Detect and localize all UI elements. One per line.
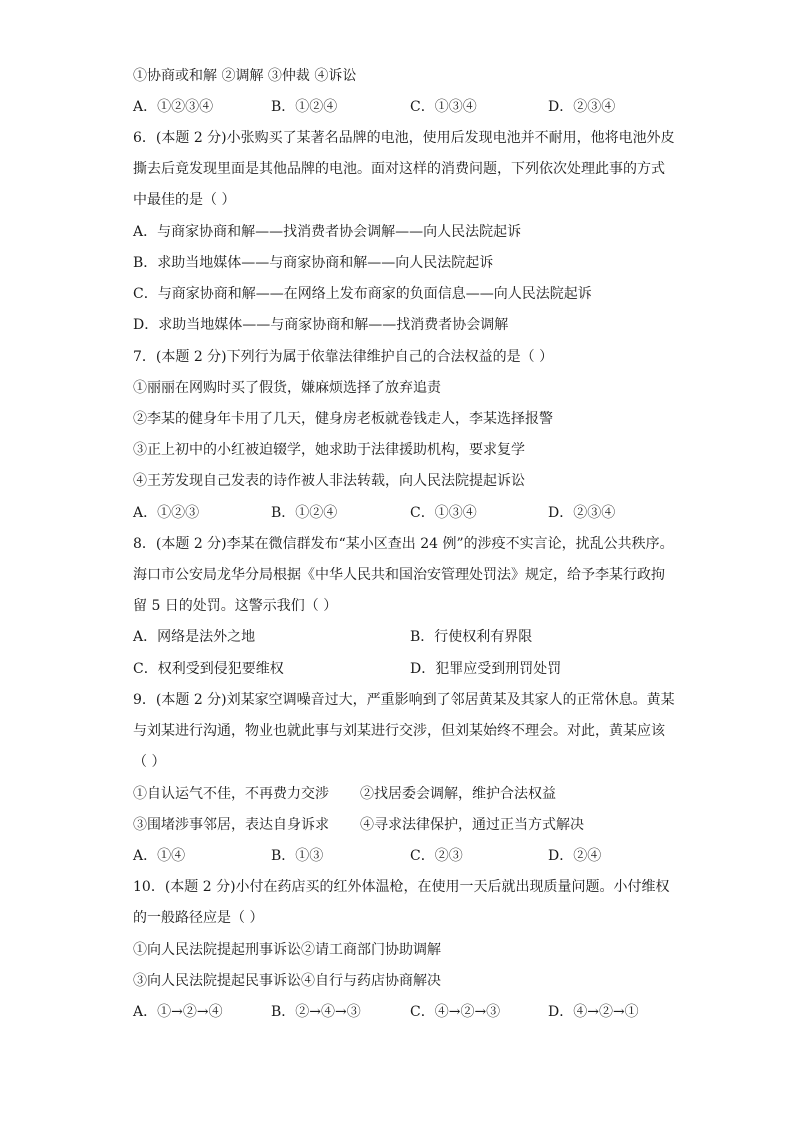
q9-options [133, 846, 693, 866]
q6-stem-line1: 6．(本题 2 分)小张购买了某著名品牌的电池，使用后发现电池并不耐用，他将电池外皮 [133, 130, 675, 146]
q7-statement-2: ②李某的健身年卡用了几天，健身房老板就卷钱走人，李某选择报警 [133, 411, 553, 427]
q8-options-row1 [133, 627, 693, 647]
q8-stem-line3: 留 5 日的处罚。这警示我们（ ） [133, 598, 338, 614]
q7-option-b[interactable]: B．①②④ [271, 505, 338, 521]
q6-stem-line2: 撕去后竟发现里面是其他品牌的电池。面对这样的消费问题，下列依次处理此事的方式 [133, 161, 665, 177]
q7-statement-3: ③正上初中的小红被迫辍学，她求助于法律援助机构，要求复学 [133, 442, 525, 458]
q8-option-d[interactable]: D．犯罪应受到刑罚处罚 [410, 661, 562, 677]
q9-stem-line3: （ ） [133, 754, 166, 770]
q10-option-a[interactable]: A．①→②→④ [133, 1004, 223, 1020]
q5-option-a[interactable]: A．①②③④ [133, 99, 214, 115]
q8-stem-line1: 8．(本题 2 分)李某在微信群发布“某小区查出 24 例”的涉疫不实言论，扰乱公共秩序。 [133, 536, 674, 552]
q10-statement-row2: ③向人民法院提起民事诉讼④自行与药店协商解决 [133, 973, 441, 989]
q7-options [133, 503, 693, 523]
q7-option-c[interactable]: C．①③④ [410, 505, 477, 521]
q9-option-b[interactable]: B．①③ [271, 848, 324, 864]
q8-option-b[interactable]: B．行使权利有界限 [410, 629, 533, 645]
q5-option-d[interactable]: D．②③④ [548, 99, 616, 115]
q10-option-b[interactable]: B．②→④→③ [271, 1004, 361, 1020]
q9-statement-4: ④寻求法律保护，通过正当方式解决 [360, 817, 584, 833]
q9-statement-1: ①自认运气不佳，不再费力交涉 [133, 786, 329, 802]
q10-options [133, 1002, 693, 1022]
q6-stem-line3: 中最佳的是（ ） [133, 192, 236, 208]
q9-stem-line2: 与刘某进行沟通，物业也就此事与刘某进行交涉，但刘某始终不理会。对此，黄某应该 [133, 723, 665, 739]
q9-option-a[interactable]: A．①④ [133, 848, 186, 864]
q7-option-d[interactable]: D．②③④ [548, 505, 616, 521]
q9-option-c[interactable]: C．②③ [410, 848, 463, 864]
q5-option-c[interactable]: C．①③④ [410, 99, 477, 115]
q5-option-b[interactable]: B．①②④ [271, 99, 338, 115]
q7-statement-1: ①丽丽在网购时买了假货，嫌麻烦选择了放弃追责 [133, 380, 441, 396]
q5-options [133, 97, 693, 117]
q5-statements: ①协商或和解 ②调解 ③仲裁 ④诉讼 [133, 68, 357, 84]
q10-stem-line2: 的一般路径应是（ ） [133, 910, 264, 926]
q9-statements-row1 [133, 784, 693, 804]
q7-stem: 7．(本题 2 分)下列行为属于依靠法律维护自己的合法权益的是（ ） [133, 349, 554, 365]
q10-stem-line1: 10．(本题 2 分)小付在药店买的红外体温枪，在使用一天后就出现质量问题。小付维权 [133, 879, 670, 895]
q6-option-a[interactable]: A．与商家协商和解——找消费者协会调解——向人民法院起诉 [133, 224, 522, 240]
q8-stem-line2: 海口市公安局龙华分局根据《中华人民共和国治安管理处罚法》规定，给予李某行政拘 [133, 567, 665, 583]
q9-statements-row2 [133, 815, 693, 835]
q10-option-c[interactable]: C．④→②→③ [410, 1004, 501, 1020]
q8-option-a[interactable]: A．网络是法外之地 [133, 629, 256, 645]
q9-statement-2: ②找居委会调解，维护合法权益 [360, 786, 556, 802]
q7-option-a[interactable]: A．①②③ [133, 505, 200, 521]
q6-option-b[interactable]: B．求助当地媒体——与商家协商和解——向人民法院起诉 [133, 255, 494, 271]
q9-statement-3: ③围堵涉事邻居，表达自身诉求 [133, 817, 329, 833]
q6-option-d[interactable]: D．求助当地媒体——与商家协商和解——找消费者协会调解 [133, 317, 509, 333]
q10-option-d[interactable]: D．④→②→① [548, 1004, 639, 1020]
q6-option-c[interactable]: C．与商家协商和解——在网络上发布商家的负面信息——向人民法院起诉 [133, 286, 592, 302]
q8-options-row2 [133, 659, 693, 679]
q7-statement-4: ④王芳发现自己发表的诗作被人非法转载，向人民法院提起诉讼 [133, 473, 525, 489]
q9-stem-line1: 9．(本题 2 分)刘某家空调噪音过大，严重影响到了邻居黄某及其家人的正常休息。黄某 [133, 692, 675, 708]
q9-option-d[interactable]: D．②④ [548, 848, 602, 864]
q10-statement-row1: ①向人民法院提起刑事诉讼②请工商部门协助调解 [133, 942, 441, 958]
q8-option-c[interactable]: C．权利受到侵犯要维权 [133, 661, 284, 677]
